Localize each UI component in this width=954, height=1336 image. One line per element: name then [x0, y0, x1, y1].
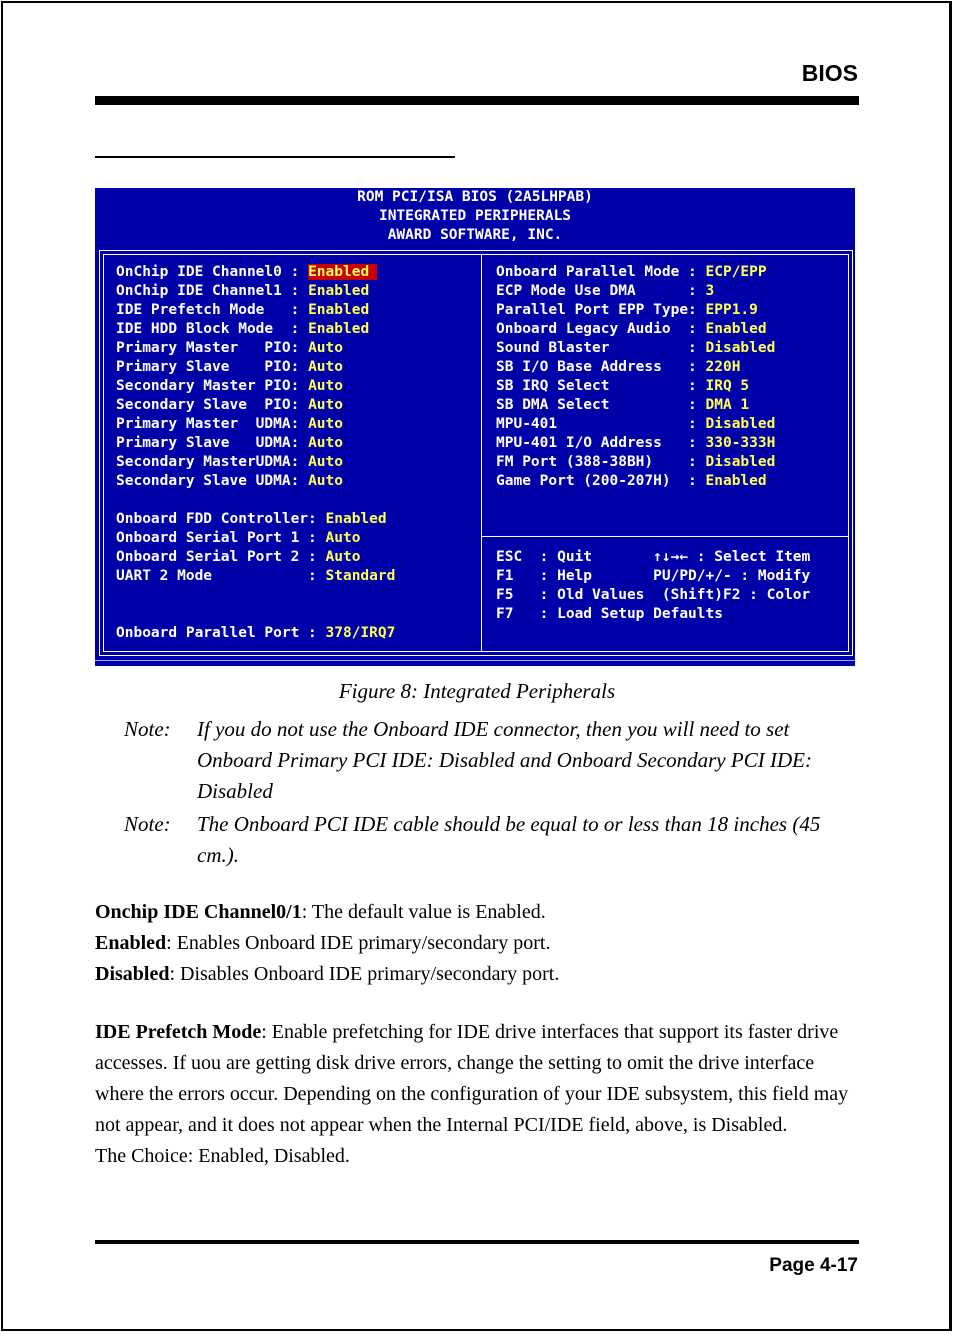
figure-caption: Figure 8: Integrated Peripherals — [338, 679, 616, 703]
note-text: If you do not use the Onboard IDE connector, then you will need to set Onboard Primary PCI IDE: Disabled and Onboard Secondary PCI IDE: Disabled — [197, 717, 812, 803]
definition-text: : Enable prefetching for IDE drive interfaces that support its faster drive accesses. If uou are getting disk drive errors, change the setting to omit the drive interface where the errors occur. Depending on the configuration of your IDE subsystem, this field may not appear, and it does not appear when the Internal PCI/IDE field, above, is Disabled. — [95, 1021, 849, 1136]
definition-text: : The default value is Enabled. — [301, 901, 546, 923]
bios-setting-ide-hdd-block-mode[interactable]: IDE HDD Block Mode : Enabled — [116, 321, 370, 337]
bios-setting-onboard-serial-port-2[interactable]: Onboard Serial Port 2 : Auto — [116, 549, 361, 565]
prefetch-description — [95, 1017, 855, 1172]
bios-setting-primary-slave-pio[interactable]: Primary Slave PIO: Auto — [116, 359, 343, 375]
bios-setting-onboard-legacy-audio[interactable]: Onboard Legacy Audio : Enabled — [496, 321, 767, 337]
selected-value: Enabled — [308, 264, 377, 280]
bios-setting-uart-2-mode[interactable]: UART 2 Mode : Standard — [116, 568, 396, 584]
term-enabled: Enabled — [95, 932, 167, 954]
bios-setting-onboard-serial-port-1[interactable]: Onboard Serial Port 1 : Auto — [116, 530, 361, 546]
note-2 — [124, 809, 884, 873]
term-ide-prefetch-mode: IDE Prefetch Mode — [95, 1021, 262, 1043]
footer-rule — [95, 1240, 859, 1244]
bios-setting-primary-master-udma[interactable]: Primary Master UDMA: Auto — [116, 416, 343, 432]
bios-help-key-line: F7 : Load Setup Defaults — [496, 606, 723, 622]
section-rule — [95, 156, 455, 158]
bios-setting-ide-prefetch-mode[interactable]: IDE Prefetch Mode : Enabled — [116, 302, 370, 318]
page-number: Page 4-17 — [769, 1255, 858, 1276]
bios-setting-sb-dma-select[interactable]: SB DMA Select : DMA 1 — [496, 397, 750, 413]
note-label: Note: — [124, 717, 171, 741]
choice-text: The Choice: Enabled, Disabled. — [95, 1145, 350, 1167]
term-disabled: Disabled — [95, 963, 170, 985]
header-rule — [95, 96, 859, 105]
bios-title-line: AWARD SOFTWARE, INC. — [387, 227, 563, 243]
definition-text: : Enables Onboard IDE primary/secondary port. — [166, 932, 551, 954]
bios-setting-parallel-port-epp-type[interactable]: Parallel Port EPP Type: EPP1.9 — [496, 302, 758, 318]
bios-title-line: ROM PCI/ISA BIOS (2A5LHPAB) — [357, 189, 593, 205]
bios-setting-secondary-master-udma[interactable]: Secondary MasterUDMA: Auto — [116, 454, 343, 470]
term-onchip-ide-channel: Onchip IDE Channel0/1 — [95, 901, 302, 923]
bios-setting-mpu-401[interactable]: MPU-401 : Disabled — [496, 416, 776, 432]
bios-setting-onboard-parallel-mode[interactable]: Onboard Parallel Mode : ECP/EPP — [496, 264, 767, 280]
bios-setting-primary-master-pio[interactable]: Primary Master PIO: Auto — [116, 340, 343, 356]
bios-help-key-line: F5 : Old Values (Shift)F2 : Color — [496, 587, 811, 603]
bios-title-block — [95, 188, 855, 250]
bios-setting-onboard-parallel-port[interactable]: Onboard Parallel Port : 378/IRQ7 — [116, 625, 396, 641]
bios-setting-ecp-mode-use-dma[interactable]: ECP Mode Use DMA : 3 — [496, 283, 715, 299]
bios-help-key-line: ESC : Quit ↑↓→← : Select Item — [496, 549, 811, 565]
bios-setting-onboard-fdd-controller[interactable]: Onboard FDD Controller: Enabled — [116, 511, 387, 527]
bios-setting-fm-port[interactable]: FM Port (388-38BH) : Disabled — [496, 454, 776, 470]
bios-setting-onchip-ide-channel1[interactable]: OnChip IDE Channel1 : Enabled — [116, 283, 370, 299]
note-text: The Onboard PCI IDE cable should be equal to or less than 18 inches (45 cm.). — [197, 812, 821, 867]
bios-column-divider — [481, 254, 482, 651]
note-1 — [124, 714, 884, 810]
bios-setting-secondary-slave-pio[interactable]: Secondary Slave PIO: Auto — [116, 397, 343, 413]
bios-setting-game-port[interactable]: Game Port (200-207H) : Enabled — [496, 473, 767, 489]
bios-bottom-line — [95, 660, 855, 661]
page-header: BIOS — [801, 60, 858, 86]
bios-setting-sb-io-base-address[interactable]: SB I/O Base Address : 220H — [496, 359, 741, 375]
note-label: Note: — [124, 812, 171, 836]
bios-help-key-line: F1 : Help PU/PD/+/- : Modify — [496, 568, 811, 584]
bios-setting-sb-irq-select[interactable]: SB IRQ Select : IRQ 5 — [496, 378, 750, 394]
bios-setting-secondary-master-pio[interactable]: Secondary Master PIO: Auto — [116, 378, 343, 394]
bios-setting-onchip-ide-channel0[interactable]: OnChip IDE Channel0 : Enabled — [116, 263, 377, 282]
bios-setting-mpu-401-io-address[interactable]: MPU-401 I/O Address : 330-333H — [496, 435, 776, 451]
bios-setting-secondary-slave-udma[interactable]: Secondary Slave UDMA: Auto — [116, 473, 343, 489]
bios-title-line: INTEGRATED PERIPHERALS — [378, 208, 572, 224]
bios-setting-sound-blaster[interactable]: Sound Blaster : Disabled — [496, 340, 776, 356]
bios-screen — [95, 188, 855, 666]
bios-help-divider — [481, 536, 848, 537]
bios-setting-primary-slave-udma[interactable]: Primary Slave UDMA: Auto — [116, 435, 343, 451]
channel-description — [95, 897, 855, 990]
definition-text: : Disables Onboard IDE primary/secondary port. — [169, 963, 560, 985]
